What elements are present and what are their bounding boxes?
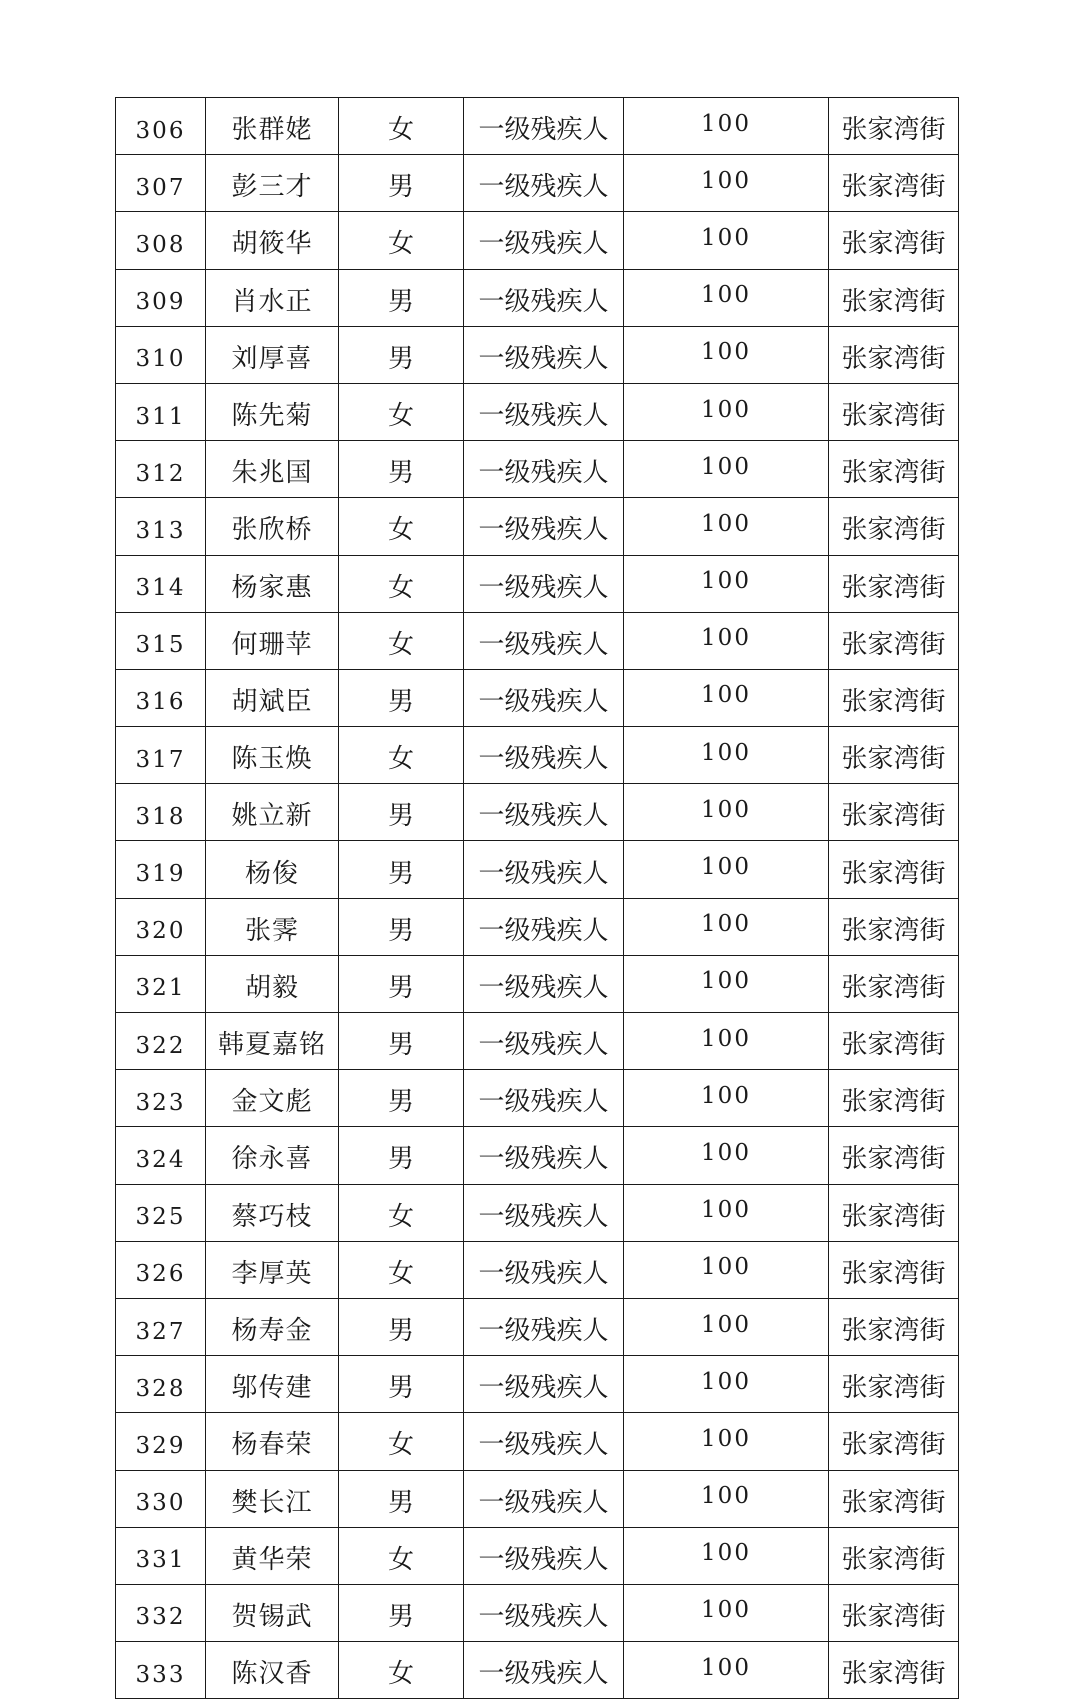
row-number-cell: 310 <box>116 326 206 383</box>
gender-cell: 男 <box>339 669 464 726</box>
row-number-cell: 324 <box>116 1127 206 1184</box>
name-cell: 杨俊 <box>206 841 339 898</box>
street-cell: 张家湾街 <box>829 155 959 212</box>
table-row <box>116 1413 959 1470</box>
name-cell: 金文彪 <box>206 1070 339 1127</box>
amount-cell: 100 <box>624 727 829 784</box>
disability-level-cell: 一级残疾人 <box>464 98 624 155</box>
row-number-cell: 333 <box>116 1642 206 1699</box>
gender-cell: 女 <box>339 612 464 669</box>
gender-cell: 男 <box>339 1013 464 1070</box>
gender-cell: 女 <box>339 1184 464 1241</box>
name-cell: 姚立新 <box>206 784 339 841</box>
table-row <box>116 1013 959 1070</box>
gender-cell: 男 <box>339 1584 464 1641</box>
disability-level-cell: 一级残疾人 <box>464 612 624 669</box>
disability-level-cell: 一级残疾人 <box>464 498 624 555</box>
table-row <box>116 1298 959 1355</box>
disability-level-cell: 一级残疾人 <box>464 1356 624 1413</box>
row-number-cell: 319 <box>116 841 206 898</box>
row-number-cell: 313 <box>116 498 206 555</box>
disability-level-cell: 一级残疾人 <box>464 1298 624 1355</box>
row-number-cell: 317 <box>116 727 206 784</box>
name-cell: 杨春荣 <box>206 1413 339 1470</box>
disability-level-cell: 一级残疾人 <box>464 326 624 383</box>
disability-level-cell: 一级残疾人 <box>464 1127 624 1184</box>
disability-level-cell: 一级残疾人 <box>464 1184 624 1241</box>
amount-cell: 100 <box>624 1356 829 1413</box>
name-cell: 胡筱华 <box>206 212 339 269</box>
table-row <box>116 98 959 155</box>
table-row <box>116 1070 959 1127</box>
table-row <box>116 955 959 1012</box>
amount-cell: 100 <box>624 383 829 440</box>
table-row <box>116 1127 959 1184</box>
table-row <box>116 1584 959 1641</box>
gender-cell: 男 <box>339 441 464 498</box>
amount-cell: 100 <box>624 269 829 326</box>
table-row <box>116 441 959 498</box>
name-cell: 黄华荣 <box>206 1527 339 1584</box>
name-cell: 陈玉焕 <box>206 727 339 784</box>
gender-cell: 女 <box>339 727 464 784</box>
table-row <box>116 326 959 383</box>
name-cell: 胡斌臣 <box>206 669 339 726</box>
table-row <box>116 1642 959 1699</box>
street-cell: 张家湾街 <box>829 669 959 726</box>
disability-level-cell: 一级残疾人 <box>464 1642 624 1699</box>
amount-cell: 100 <box>624 1413 829 1470</box>
table-row <box>116 1356 959 1413</box>
table-row <box>116 555 959 612</box>
row-number-cell: 321 <box>116 955 206 1012</box>
amount-cell: 100 <box>624 98 829 155</box>
disability-level-cell: 一级残疾人 <box>464 841 624 898</box>
row-number-cell: 309 <box>116 269 206 326</box>
street-cell: 张家湾街 <box>829 383 959 440</box>
amount-cell: 100 <box>624 1184 829 1241</box>
gender-cell: 男 <box>339 1470 464 1527</box>
street-cell: 张家湾街 <box>829 1470 959 1527</box>
name-cell: 蔡巧枝 <box>206 1184 339 1241</box>
gender-cell: 男 <box>339 955 464 1012</box>
table-row <box>116 1241 959 1298</box>
disability-level-cell: 一级残疾人 <box>464 669 624 726</box>
gender-cell: 男 <box>339 155 464 212</box>
street-cell: 张家湾街 <box>829 727 959 784</box>
name-cell: 张群姥 <box>206 98 339 155</box>
amount-cell: 100 <box>624 1642 829 1699</box>
name-cell: 樊长江 <box>206 1470 339 1527</box>
row-number-cell: 308 <box>116 212 206 269</box>
gender-cell: 男 <box>339 269 464 326</box>
row-number-cell: 318 <box>116 784 206 841</box>
name-cell: 韩夏嘉铭 <box>206 1013 339 1070</box>
row-number-cell: 306 <box>116 98 206 155</box>
street-cell: 张家湾街 <box>829 1642 959 1699</box>
amount-cell: 100 <box>624 1298 829 1355</box>
street-cell: 张家湾街 <box>829 1241 959 1298</box>
row-number-cell: 311 <box>116 383 206 440</box>
disability-level-cell: 一级残疾人 <box>464 1241 624 1298</box>
name-cell: 邬传建 <box>206 1356 339 1413</box>
row-number-cell: 325 <box>116 1184 206 1241</box>
name-cell: 陈汉香 <box>206 1642 339 1699</box>
gender-cell: 女 <box>339 498 464 555</box>
amount-cell: 100 <box>624 555 829 612</box>
amount-cell: 100 <box>624 612 829 669</box>
amount-cell: 100 <box>624 1070 829 1127</box>
street-cell: 张家湾街 <box>829 1298 959 1355</box>
gender-cell: 男 <box>339 841 464 898</box>
table-row <box>116 383 959 440</box>
disability-level-cell: 一级残疾人 <box>464 1527 624 1584</box>
name-cell: 肖水正 <box>206 269 339 326</box>
street-cell: 张家湾街 <box>829 98 959 155</box>
amount-cell: 100 <box>624 326 829 383</box>
street-cell: 张家湾街 <box>829 612 959 669</box>
disability-level-cell: 一级残疾人 <box>464 441 624 498</box>
amount-cell: 100 <box>624 784 829 841</box>
table-row <box>116 669 959 726</box>
street-cell: 张家湾街 <box>829 1184 959 1241</box>
amount-cell: 100 <box>624 955 829 1012</box>
name-cell: 何珊苹 <box>206 612 339 669</box>
gender-cell: 女 <box>339 1413 464 1470</box>
table-row <box>116 498 959 555</box>
table-row <box>116 269 959 326</box>
gender-cell: 女 <box>339 1527 464 1584</box>
street-cell: 张家湾街 <box>829 841 959 898</box>
row-number-cell: 329 <box>116 1413 206 1470</box>
disability-level-cell: 一级残疾人 <box>464 1070 624 1127</box>
disability-level-cell: 一级残疾人 <box>464 269 624 326</box>
street-cell: 张家湾街 <box>829 441 959 498</box>
row-number-cell: 315 <box>116 612 206 669</box>
gender-cell: 男 <box>339 1298 464 1355</box>
name-cell: 胡毅 <box>206 955 339 1012</box>
gender-cell: 女 <box>339 212 464 269</box>
gender-cell: 男 <box>339 326 464 383</box>
table-row <box>116 1184 959 1241</box>
amount-cell: 100 <box>624 155 829 212</box>
disability-level-cell: 一级残疾人 <box>464 898 624 955</box>
street-cell: 张家湾街 <box>829 1356 959 1413</box>
street-cell: 张家湾街 <box>829 784 959 841</box>
gender-cell: 男 <box>339 898 464 955</box>
amount-cell: 100 <box>624 498 829 555</box>
street-cell: 张家湾街 <box>829 326 959 383</box>
street-cell: 张家湾街 <box>829 1584 959 1641</box>
disability-level-cell: 一级残疾人 <box>464 383 624 440</box>
table-row <box>116 898 959 955</box>
street-cell: 张家湾街 <box>829 1013 959 1070</box>
amount-cell: 100 <box>624 212 829 269</box>
table-row <box>116 1527 959 1584</box>
street-cell: 张家湾街 <box>829 269 959 326</box>
amount-cell: 100 <box>624 1470 829 1527</box>
table-row <box>116 155 959 212</box>
disability-level-cell: 一级残疾人 <box>464 155 624 212</box>
street-cell: 张家湾街 <box>829 1413 959 1470</box>
disability-level-cell: 一级残疾人 <box>464 1413 624 1470</box>
street-cell: 张家湾街 <box>829 555 959 612</box>
name-cell: 彭三才 <box>206 155 339 212</box>
name-cell: 刘厚喜 <box>206 326 339 383</box>
amount-cell: 100 <box>624 441 829 498</box>
table-row <box>116 612 959 669</box>
amount-cell: 100 <box>624 1127 829 1184</box>
name-cell: 张欣桥 <box>206 498 339 555</box>
disability-level-cell: 一级残疾人 <box>464 955 624 1012</box>
name-cell: 朱兆国 <box>206 441 339 498</box>
name-cell: 杨寿金 <box>206 1298 339 1355</box>
disability-level-cell: 一级残疾人 <box>464 1470 624 1527</box>
gender-cell: 男 <box>339 784 464 841</box>
row-number-cell: 328 <box>116 1356 206 1413</box>
row-number-cell: 326 <box>116 1241 206 1298</box>
disability-level-cell: 一级残疾人 <box>464 784 624 841</box>
amount-cell: 100 <box>624 1584 829 1641</box>
street-cell: 张家湾街 <box>829 1527 959 1584</box>
row-number-cell: 332 <box>116 1584 206 1641</box>
row-number-cell: 330 <box>116 1470 206 1527</box>
street-cell: 张家湾街 <box>829 212 959 269</box>
gender-cell: 女 <box>339 98 464 155</box>
amount-cell: 100 <box>624 1527 829 1584</box>
gender-cell: 男 <box>339 1356 464 1413</box>
row-number-cell: 322 <box>116 1013 206 1070</box>
disability-level-cell: 一级残疾人 <box>464 727 624 784</box>
row-number-cell: 316 <box>116 669 206 726</box>
table-row <box>116 1470 959 1527</box>
table-row <box>116 784 959 841</box>
gender-cell: 女 <box>339 1241 464 1298</box>
gender-cell: 女 <box>339 555 464 612</box>
name-cell: 徐永喜 <box>206 1127 339 1184</box>
street-cell: 张家湾街 <box>829 1127 959 1184</box>
beneficiary-table <box>115 97 959 1699</box>
name-cell: 陈先菊 <box>206 383 339 440</box>
amount-cell: 100 <box>624 1013 829 1070</box>
street-cell: 张家湾街 <box>829 1070 959 1127</box>
street-cell: 张家湾街 <box>829 898 959 955</box>
amount-cell: 100 <box>624 1241 829 1298</box>
name-cell: 李厚英 <box>206 1241 339 1298</box>
amount-cell: 100 <box>624 669 829 726</box>
table-body <box>116 98 959 1699</box>
disability-level-cell: 一级残疾人 <box>464 555 624 612</box>
row-number-cell: 331 <box>116 1527 206 1584</box>
row-number-cell: 314 <box>116 555 206 612</box>
amount-cell: 100 <box>624 898 829 955</box>
row-number-cell: 312 <box>116 441 206 498</box>
table-row <box>116 841 959 898</box>
table-row <box>116 212 959 269</box>
table-row <box>116 727 959 784</box>
gender-cell: 女 <box>339 383 464 440</box>
row-number-cell: 320 <box>116 898 206 955</box>
row-number-cell: 323 <box>116 1070 206 1127</box>
street-cell: 张家湾街 <box>829 498 959 555</box>
disability-level-cell: 一级残疾人 <box>464 1584 624 1641</box>
gender-cell: 女 <box>339 1642 464 1699</box>
gender-cell: 男 <box>339 1070 464 1127</box>
name-cell: 杨家惠 <box>206 555 339 612</box>
amount-cell: 100 <box>624 841 829 898</box>
disability-level-cell: 一级残疾人 <box>464 1013 624 1070</box>
name-cell: 贺锡武 <box>206 1584 339 1641</box>
row-number-cell: 327 <box>116 1298 206 1355</box>
name-cell: 张霁 <box>206 898 339 955</box>
row-number-cell: 307 <box>116 155 206 212</box>
gender-cell: 男 <box>339 1127 464 1184</box>
disability-level-cell: 一级残疾人 <box>464 212 624 269</box>
street-cell: 张家湾街 <box>829 955 959 1012</box>
